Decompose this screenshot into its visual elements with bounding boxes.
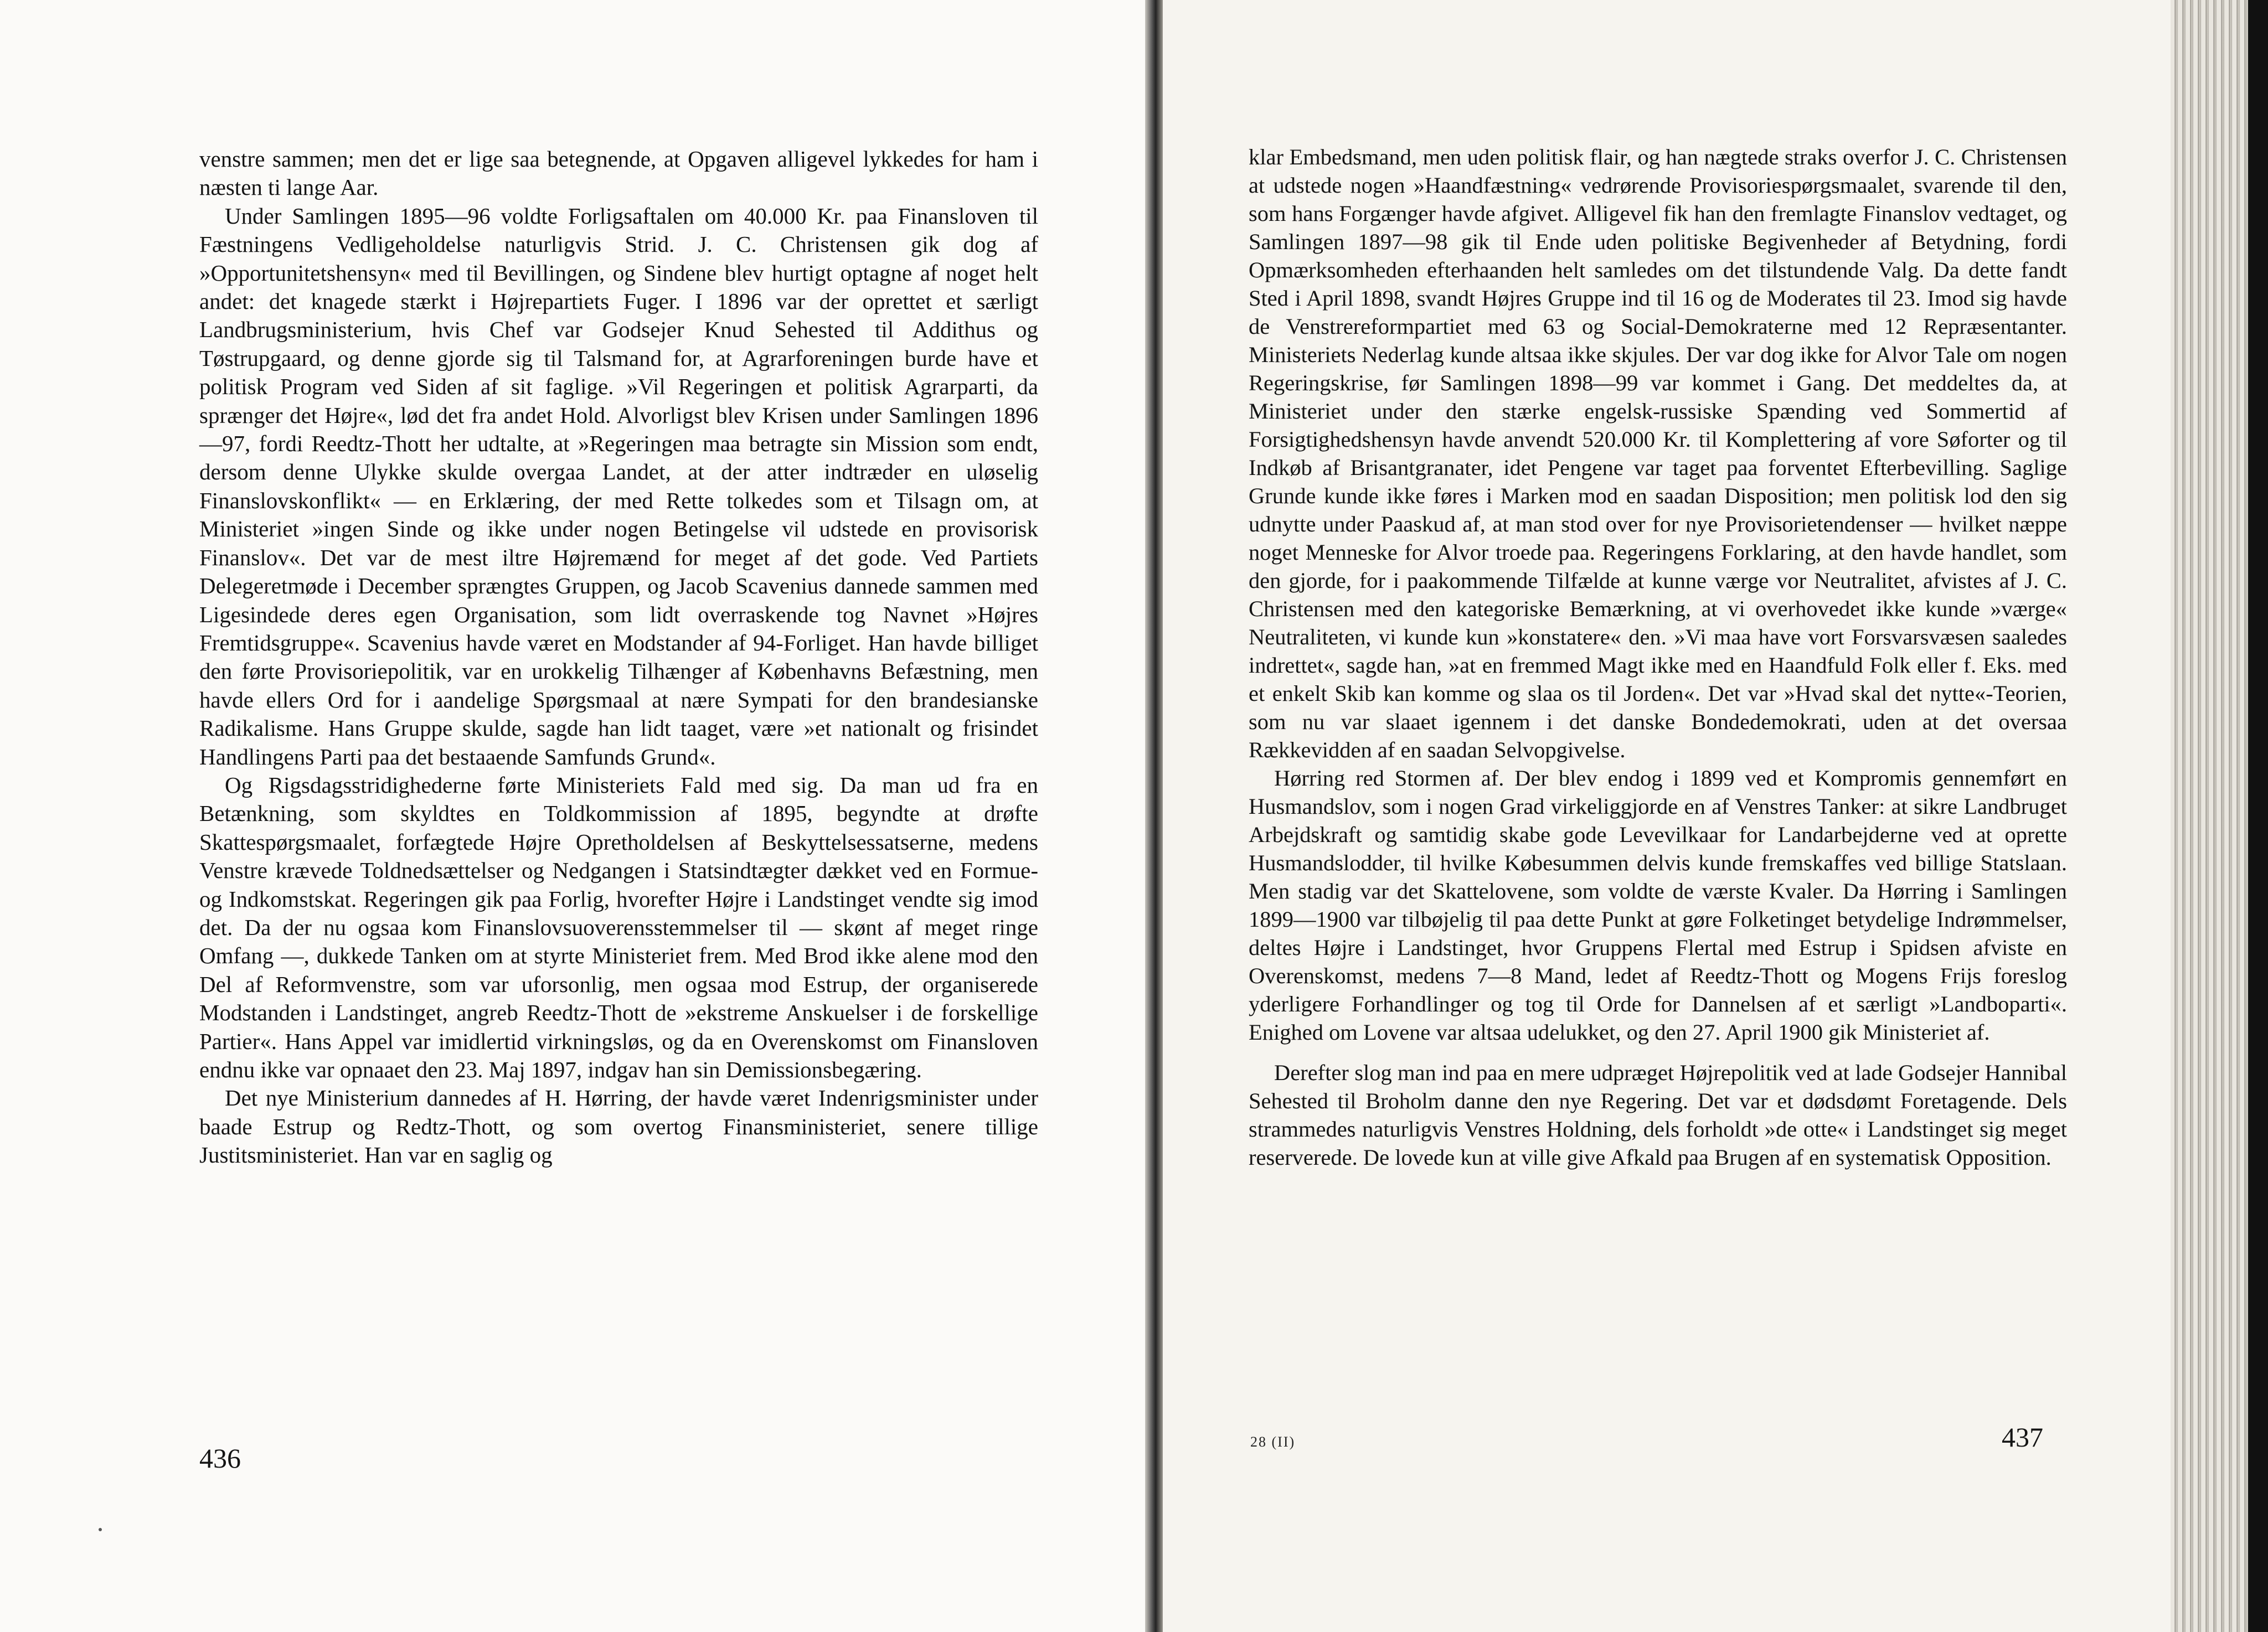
paragraph: venstre sammen; men det er lige saa betegnende, at Opgaven alligevel lykkedes for ham i næsten ti lange Aar. <box>199 146 1038 200</box>
right-page <box>1163 0 2171 1632</box>
paragraph: Det nye Ministerium dannedes af H. Hørring, der havde været Indenrigsminister under baade Estrup og Redtz-Thott, og som overtog Finansministeriet, senere tillige Justitsministeriet. Han var en saglig og <box>199 1085 1038 1168</box>
paper-speck <box>99 1528 102 1531</box>
paragraph: Hørring red Stormen af. Der blev endog i 1899 ved et Kompromis gennemført en Husmandslov, som i nogen Grad virkeliggjorde en af Venstres Tanker: at sikre Landbruget Arbejdskraft og samtidig skabe gode Levevilkaar for Landarbejderne ved at oprette Husmandslodder, til hvilke Købesummen delvis kunde fremskaffes ved billige Statslaan. Men stadig var det Skattelovene, som voldte de værste Kvaler. Da Hørring i Samlingen 1899—1900 var tilbøjelig til paa dette Punkt at gøre Folketinget betydelige Indrømmelser, deltes Højre i Landstinget, hvor Gruppens Flertal med Estrup i Spidsen afviste en Overenskomst, medens 7—8 Mand, ledet af Reedtz-Thott og Mogens Frijs foreslog yderligere Forhandlinger og tog til Orde for Dannelsen af et særligt »Landboparti«. Enighed om Lovene var altsaa udelukket, og den 27. April 1900 gik Ministeriet af. <box>1249 766 2067 1045</box>
page-number: 436 <box>199 1443 241 1474</box>
background <box>2248 0 2268 1632</box>
page-number: 437 <box>2002 1422 2043 1453</box>
book-gutter <box>1145 0 1163 1632</box>
paragraph: Derefter slog man ind paa en mere udpræget Højrepolitik ved at lade Godsejer Hannibal Sehested til Broholm danne den nye Regering. Det var et dødsdømt Foretagende. Dels strammedes naturligvis Venstres Holdning, dels forholdt »de otte« i Landstinget sig meget reserverede. De lovede kun at ville give Afkald paa Brugen af en systematisk Opposition. <box>1249 1060 2067 1170</box>
paragraph: Og Rigsdagsstridighederne førte Ministeriets Fald med sig. Da man ud fra en Betænkning, som skyldtes en Toldkommission af 1895, begyndte at drøfte Skattespørgsmaalet, forfægtede Højre Opretholdelsen af Beskyttelsessatserne, medens Venstre krævede Toldnedsættelser og Nedgangen i Statsindtægter dækket ved en Formue- og Indkomstskat. Regeringen gik paa Forlig, hvorefter Højre i Landstinget vendte sig imod det. Da der nu ogsaa kom Finanslovsuoverensstemmelser til — skønt af meget ringe Omfang —, dukkede Tanken om at styrte Ministeriet frem. Med Brod ikke alene mod den Del af Reformvenstre, som var uforsonlig, men ogsaa mod Estrup, der organiserede Modstanden i Landstinget, angreb Reedtz-Thott de »ekstreme Anskuelser i de forskellige Partier«. Hans Appel var imidlertid virkningsløs, og da en Overenskomst om Finansloven endnu ikke var opnaaet den 23. Maj 1897, indgav han sin Demissionsbegæring. <box>199 772 1038 1082</box>
paragraph: Under Samlingen 1895—96 voldte Forligsaftalen om 40.000 Kr. paa Finansloven til Fæstningens Vedligeholdelse naturligvis Strid. J. C. Christensen gik dog af »Opportunitetshensyn« med til Bevillingen, og Sindene blev hurtigt optagne af noget helt andet: det knagede stærkt i Højrepartiets Fuger. I 1896 var der oprettet et særligt Landbrugsministerium, hvis Chef var Godsejer Knud Sehested til Addithus og Tøstrupgaard, og denne gjorde sig til Talsmand for, at Agrarforeningen burde have et politisk Program ved Siden af sit faglige. »Vil Regeringen et politisk Agrarparti, da sprænger det Højre«, lød det fra andet Hold. Alvorligst blev Krisen under Samlingen 1896—97, fordi Reedtz-Thott her udtalte, at »Regeringen maa betragte sin Mission som endt, dersom denne Ulykke skulde overgaa Landet, at der atter indtræder en uløselig Finanslovskonflikt« — en Erklæring, der med Rette tolkedes som et Tilsagn om, at Ministeriet »ingen Sinde og ikke under nogen Betingelse vil udstede en provisorisk Finanslov«. Det var de mest iltre Højremænd for meget af det gode. Ved Partiets Delegeretmøde i December sprængtes Gruppen, og Jacob Scavenius dannede sammen med Ligesindede deres egen Organisation, som lidt overraskende tog Navnet »Højres Fremtidsgruppe«. Scavenius havde været en Modstander af 94-Forliget. Han havde billiget den førte Provisoriepolitik, var en urokkelig Tilhænger af Københavns Befæstning, men havde ellers Ord for i aandelige Spørgsmaal at nære Sympati for den brandesianske Radikalisme. Hans Gruppe skulde, sagde han lidt taaget, være »et nationalt og frisindet Handlingens Parti paa det bestaaende Samfunds Grund«. <box>199 203 1038 769</box>
right-page-body <box>1249 143 2067 1171</box>
signature-mark: 28 (II) <box>1250 1434 1296 1450</box>
paragraph: klar Embedsmand, men uden politisk flair, og han nægtede straks overfor J. C. Christensen at udstede nogen »Haandfæstning« vedrørende Provisoriespørgsmaalet, svarende til den, som hans Forgænger havde afgivet. Alligevel fik han den fremlagte Finanslov vedtaget, og Samlingen 1897—98 gik til Ende uden politiske Begivenheder af Betydning, fordi Opmærksomheden efterhaanden helt samledes om det tilstundende Valg. Da dette fandt Sted i April 1898, svandt Højres Gruppe ind til 16 og de Moderates til 23. Imod sig havde de Venstrereformpartiet med 63 og Social-Demokraterne med 12 Repræsentanter. Ministeriets Nederlag kunde altsaa ikke skjules. Der var dog ikke for Alvor Tale om nogen Regeringskrise, før Samlingen 1898—99 var kommet i Gang. Det meddeltes da, at Ministeriet under den stærke engelsk-russiske Spænding ved Sommertid af Forsigtighedshensyn havde anvendt 520.000 Kr. til Komplettering af vore Søforter og til Indkøb af Brisantgranater, idet Pengene var taget paa forventet Efterbevilling. Saglige Grunde kunde ikke føres i Marken mod en saadan Disposition; men politisk lod den sig udnytte under Paaskud af, at man stod over for nye Provisorietendenser — hvilket næppe noget Menneske for Alvor troede paa. Regeringens Forklaring, at den havde handlet, som den gjorde, for i paakommende Tilfælde at kunne værge vor Neutralitet, afvistes af J. C. Christensen med den kategoriske Bemærkning, at vi overhovedet ikke kunde »værge« Neutraliteten, vi kunde kun »konstatere« den. »Vi maa have vort Forsvarsvæsen saaledes indrettet«, sagde han, »at en fremmed Magt ikke med en Haandfuld Folk eller f. Eks. med et enkelt Skib kan komme og slaa os til Jorden«. Det var »Hvad skal det nytte«-Teorien, som nu var slaaet igennem i det danske Bondedemokrati, uden at det oversaa Rækkevidden af en saadan Selvopgivelse. <box>1249 144 2067 762</box>
left-page-body <box>199 145 1038 1170</box>
